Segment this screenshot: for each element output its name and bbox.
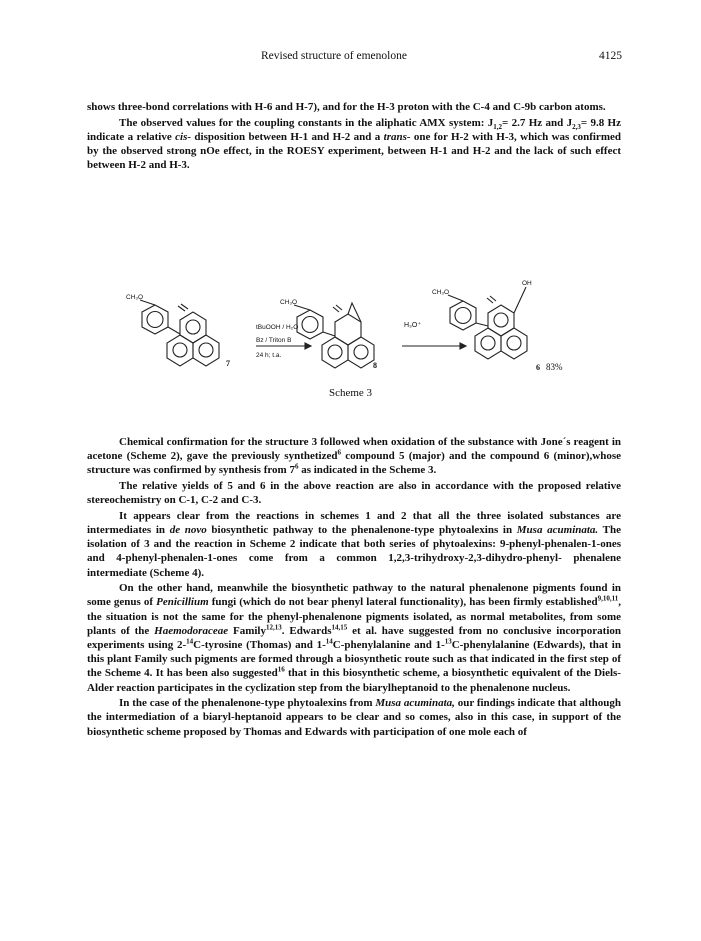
text-run: and the reaction in Scheme 2 indicate that both series of phytoalexins: 9-phenyl-phenalen-1-ones and 4-phenyl-phenalen-1-ones come from a common 1,2,3-trihydroxy-2,3-dihydro-phenyl- phenalene intermediate (Scheme 4). — [87, 538, 621, 579]
compound-ref: 5 — [227, 480, 233, 492]
citation: 6 — [294, 462, 299, 471]
text-run: C-phenylalanine (Edwards), that in this plant Family such pigments are formed through a biosynthetic route such as that indicated in the first step of the Scheme 4. It has been also suggested — [87, 639, 621, 680]
text-run: as indicated in the Scheme 3. — [298, 464, 437, 477]
compound-number: 8 — [373, 361, 377, 370]
text-run: On the other hand, meanwhile the biosynthetic pathway to the natural phenalenone pigments found in some genus of — [87, 582, 621, 609]
phenyl-ring — [142, 305, 168, 334]
text-run: one for H-2 with H-3, which was confirmed by the observed strong nOe effect, in the ROESY experiment, between H-1 and H-2 and the lack of such effect between H-2 and H-3. — [87, 130, 621, 172]
text-run: (minor),whose structure was confirmed by synthesis from — [87, 450, 621, 477]
compound-ref: 5 — [399, 450, 405, 463]
methoxy-label: CH₃O — [280, 299, 298, 306]
text-run: disposition between H-1 and H-2 and a — [191, 130, 384, 143]
text-run: our findings indicate that although the intermediation of a biaryl-heptanoid appears to be clear and so comes, also in this case, in support of the biosynthetic scheme proposed by Thomas and Edwards with participation of one mole each of — [87, 697, 621, 738]
text-run: Chemical confirmation for the structure — [119, 436, 312, 448]
methoxy-label: CH₃O — [126, 294, 144, 301]
scheme-3-figure — [80, 268, 630, 380]
compound-ref: 3 — [311, 436, 318, 448]
bold-text — [87, 582, 621, 693]
aromatic-circle — [147, 312, 163, 328]
paragraph — [87, 116, 621, 173]
intro-text — [87, 100, 621, 174]
italic-text: Musa acuminata, — [375, 697, 455, 710]
italic-text: de novo — [169, 524, 207, 536]
citation: 14,15 — [331, 623, 348, 632]
paragraph — [87, 696, 621, 739]
compound-number: 7 — [226, 359, 230, 368]
paragraph — [87, 100, 621, 114]
paragraph — [87, 509, 621, 580]
subscript: 2,3 — [572, 122, 581, 131]
text-run: (major) and the compound — [404, 450, 544, 463]
bold-text: shows three-bond correlations with H-6 and H-7), and for the H-3 proton with the C-4 and C-9b carbon atoms. — [87, 101, 606, 113]
citation: 12,13 — [265, 623, 282, 632]
text-run: It appears clear from the reactions in schemes 1 and 2 that all the three isolated substances are intermediates in — [87, 509, 621, 536]
bold-text — [87, 697, 621, 737]
compound-7-structure — [140, 300, 219, 366]
text-run: et al. have suggested from no conclusive incorporation experiments using 2- — [87, 624, 622, 652]
text-run: , the situation is not the same for the phenyl-phenalenone pigments isolated, as normal metabolites, from some plants of the — [87, 596, 622, 637]
page-header — [0, 50, 701, 66]
subscript: 1,2 — [493, 122, 502, 131]
italic-text: Penicillium — [156, 596, 209, 609]
italic-text: cis- — [175, 130, 192, 143]
text-run: Family — [228, 624, 266, 637]
text-run: biosynthetic pathway to the phenalenone-type phytoalexins in — [206, 524, 517, 536]
reagent-label: 24 h; t.a. — [256, 352, 282, 359]
citation: 9,10,11 — [597, 594, 619, 603]
citation: 6 — [337, 448, 341, 457]
body-text — [87, 435, 621, 740]
text-run: compound — [340, 450, 399, 463]
text-run: C-phenylalanine and 1- — [332, 639, 445, 652]
compound-ref: 7 — [289, 464, 295, 477]
text-run: that in this biosynthetic scheme, a biosynthetic equivalent of the Diels-Alder reaction participates in the cyclization step from the biarylheptanoid to the phenalenone nucleus. — [87, 667, 621, 694]
running-title: Revised structure of emenolone — [261, 50, 407, 62]
isotope-mass: 14 — [325, 637, 333, 646]
paragraph — [87, 581, 621, 695]
italic-text: trans- — [383, 130, 411, 143]
text-run: C-tyrosine (Thomas) and 1- — [193, 639, 326, 652]
reagent-label: H₃O⁺ — [404, 322, 422, 329]
text-run: = 9.8 Hz indicate a relative — [87, 116, 621, 143]
page-number: 4125 — [599, 50, 622, 62]
text-run: followed when oxidation of the substance with Jone´s reagent in acetone (Scheme 2), gave the previously synthetized — [87, 436, 621, 463]
hydroxyl-label: OH — [522, 280, 532, 287]
paragraph — [87, 479, 621, 507]
reaction-scheme — [80, 268, 630, 380]
text-run: = 2.7 Hz and J — [502, 116, 573, 129]
bold-text — [87, 480, 621, 506]
italic-text: Haemodoraceae — [154, 624, 229, 637]
bold-text — [87, 117, 621, 172]
paragraph — [87, 435, 621, 478]
text-run: and — [232, 480, 260, 492]
text-run: The isolation of — [87, 524, 622, 551]
reagent-label: Bz / Triton B — [256, 337, 292, 344]
text-run: . Edwards — [281, 624, 332, 637]
text-run: The relative yields of — [119, 480, 228, 492]
italic-text: Musa acuminata. — [516, 524, 599, 536]
compound-8-structure — [294, 303, 374, 368]
compound-number: 6 — [536, 363, 540, 372]
isotope-mass: 14 — [186, 637, 194, 646]
compound-ref: 6 — [260, 480, 266, 492]
isotope-mass: 13 — [444, 637, 452, 646]
text-run: fungi (which do not bear phenyl lateral functionality), has been firmly established — [208, 596, 598, 609]
bold-text — [87, 510, 621, 579]
bold-text — [87, 436, 621, 476]
text-run: in the above reaction are also in accordance with the proposed relative stereochemistry on C-1, C-2 and C-3. — [87, 480, 621, 507]
reagent-label: tBuOOH / H₂O — [256, 324, 299, 331]
scheme-caption: Scheme 3 — [328, 387, 373, 399]
compound-ref: 6 — [543, 450, 550, 463]
text-run: The observed values for the coupling constants in the aliphatic AMX system: J — [119, 116, 494, 129]
citation: 16 — [277, 665, 285, 674]
yield-label: 83% — [546, 362, 563, 372]
methoxy-label: CH₃O — [432, 289, 450, 296]
compound-ref: 3 — [144, 538, 150, 551]
text-run: In the case of the phenalenone-type phytoalexins from — [119, 697, 376, 710]
